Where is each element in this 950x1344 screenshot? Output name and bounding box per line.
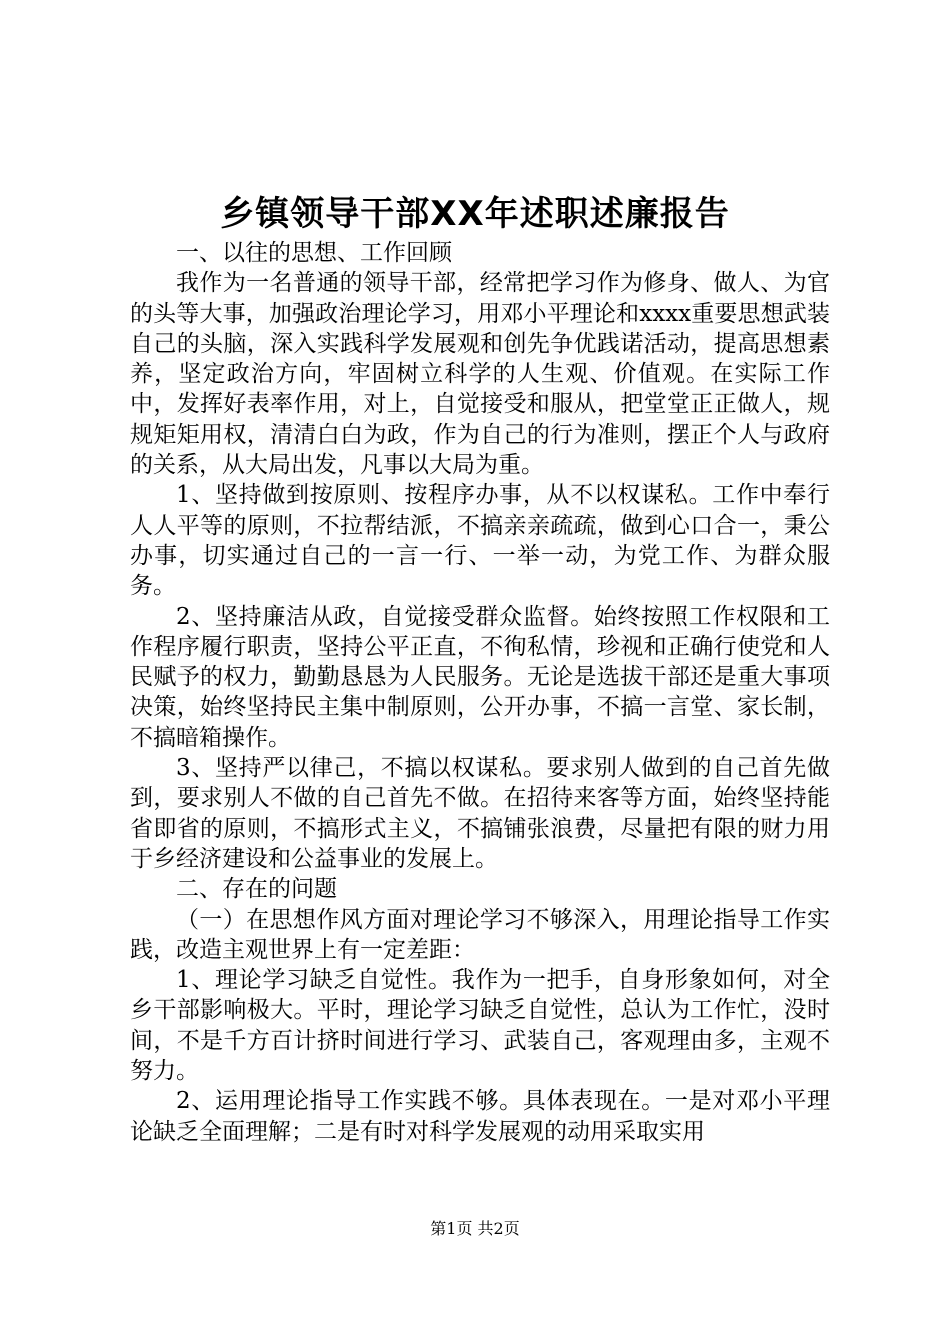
paragraph: 3、坚持严以律己，不搞以权谋私。要求别人做到的自己首先做到，要求别人不做的自己首先不做。在招待来客等方面，始终坚持能省即省的原则，不搞形式主义，不搞铺张浪费，尽量把有限的财力用于乡经济建设和公益事业的发展上。 <box>130 755 830 872</box>
paragraph: 2、运用理论指导工作实践不够。具体表现在。一是对邓小平理论缺乏全面理解；二是有时对科学发展观的动用采取实用 <box>130 1088 830 1145</box>
paragraph: 1、理论学习缺乏自觉性。我作为一把手，自身形象如何，对全乡干部影响极大。平时，理论学习缺乏自觉性，总认为工作忙，没时间，不是千方百计挤时间进行学习、武装自己，客观理由多，主观不努力。 <box>130 967 830 1085</box>
section-heading: 一、以往的思想、工作回顾 <box>176 240 452 266</box>
document-body <box>130 238 830 1147</box>
paragraph: （一）在思想作风方面对理论学习不够深入，用理论指导工作实践，改造主观世界上有一定差距： <box>130 906 830 963</box>
paragraph: 我作为一名普通的领导干部，经常把学习作为修身、做人、为官的头等大事，加强政治理论学习，用邓小平理论和xxxx重要思想武装自己的头脑，深入实践科学发展观和创先争优践诺活动，提高思想素养，坚定政治方向，牢固树立科学的人生观、价值观。在实际工作中，发挥好表率作用，对上，自觉接受和服从，把堂堂正正做人，规规矩矩用权，清清白白为政，作为自己的行为准则，摆正个人与政府的关系，从大局出发，凡事以大局为重。 <box>130 270 830 479</box>
section-heading: 二、存在的问题 <box>176 876 337 903</box>
document-title: 乡镇领导干部XX年述职述廉报告 <box>220 194 730 234</box>
paragraph: 1、坚持做到按原则、按程序办事，从不以权谋私。工作中奉行人人平等的原则，不拉帮结派，不搞亲亲疏疏，做到心口合一，秉公办事，切实通过自己的一言一行、一举一动，为党工作、为群众服务。 <box>130 482 830 600</box>
paragraph: 2、坚持廉洁从政，自觉接受群众监督。始终按照工作权限和工作程序履行职责，坚持公平正直，不徇私情，珍视和正确行使党和人民赋予的权力，勤勤恳恳为人民服务。无论是选拔干部还是重大事项决策，始终坚持民主集中制原则，公开办事，不搞一言堂、家长制，不搞暗箱操作。 <box>130 603 830 751</box>
page-footer: 第1页 共2页 <box>430 1219 520 1238</box>
